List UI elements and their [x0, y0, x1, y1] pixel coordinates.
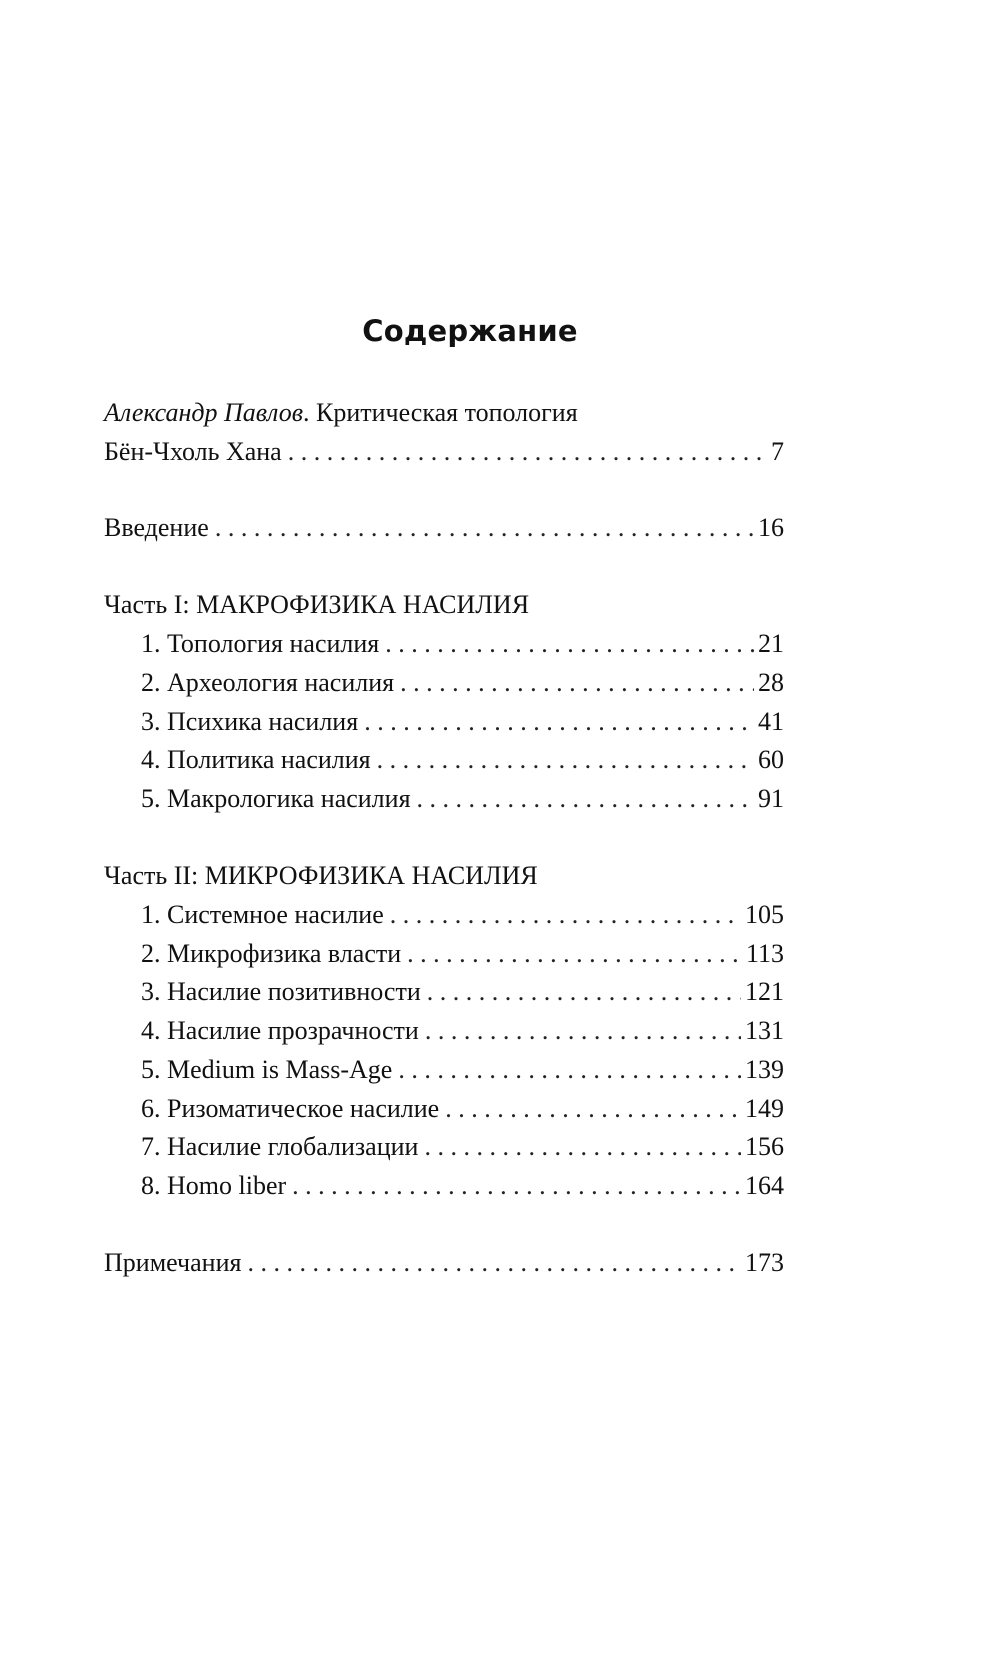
toc-page-number: 41	[758, 707, 784, 736]
toc-entry-label: 2. Микрофизика власти	[141, 939, 402, 968]
dot-leader	[417, 779, 754, 819]
toc-page-number: 131	[745, 1016, 784, 1045]
toc-page-number: 113	[745, 939, 784, 968]
toc-page-number: 28	[758, 668, 784, 697]
toc-page-number: 156	[745, 1132, 784, 1161]
toc-page-number: 16	[758, 513, 784, 542]
toc-entry-part2-ch3[interactable]	[141, 972, 784, 1012]
toc-entry-part2-ch6[interactable]	[141, 1089, 784, 1129]
toc-entry-label: 4. Насилие прозрачности	[141, 1016, 419, 1045]
toc-entry-author: Александр Павлов	[104, 398, 303, 427]
dot-leader	[385, 624, 754, 664]
toc-page-number: 173	[745, 1248, 784, 1277]
toc-entry-part2-ch2[interactable]	[141, 934, 784, 974]
part-heading: Часть I: МАКРОФИЗИКА НАСИЛИЯ	[104, 590, 530, 619]
toc-part2-heading	[104, 856, 784, 896]
toc-entry-label: 6. Ризоматическое насилие	[141, 1094, 440, 1123]
dot-leader	[215, 508, 754, 548]
toc-entry-intro-essay-line2[interactable]	[104, 432, 784, 472]
toc-entry-part2-ch5[interactable]	[141, 1050, 784, 1090]
toc-page-number: 149	[745, 1094, 784, 1123]
toc-entry-label: 2. Археология насилия	[141, 668, 395, 697]
toc-page-number: 121	[745, 977, 784, 1006]
toc-page-number: 105	[745, 900, 784, 929]
dot-leader	[364, 702, 754, 742]
toc-entry-part1-ch5[interactable]	[141, 779, 784, 819]
toc-entry-label: Примечания	[104, 1248, 242, 1277]
toc-entry-part2-ch7[interactable]	[141, 1127, 784, 1167]
toc-page-number: 7	[771, 437, 784, 466]
dot-leader	[292, 1166, 741, 1206]
toc-entry-label: 8. Homo liber	[141, 1171, 287, 1200]
dot-leader	[288, 432, 767, 472]
toc-entry-label	[104, 393, 578, 433]
toc-page-number: 60	[758, 745, 784, 774]
toc-entry-intro-essay-line1	[104, 393, 784, 433]
dot-leader	[247, 1243, 741, 1283]
toc-entry-part1-ch1[interactable]	[141, 624, 784, 664]
part-heading: Часть II: МИКРОФИЗИКА НАСИЛИЯ	[104, 861, 538, 890]
dot-leader	[390, 895, 741, 935]
toc-entry-label: 3. Психика насилия	[141, 707, 359, 736]
toc-entry-part2-ch4[interactable]	[141, 1011, 784, 1051]
toc-entry-label: 4. Политика насилия	[141, 745, 371, 774]
toc-page-number: 21	[758, 629, 784, 658]
toc-entry-title-part2: Бён-Чхоль Хана	[104, 437, 282, 466]
toc-entry-label: 1. Системное насилие	[141, 900, 384, 929]
toc-page-number: 91	[758, 784, 784, 813]
page-title: Содержание	[362, 314, 578, 348]
toc-entry-notes[interactable]	[104, 1243, 784, 1283]
toc-entry-introduction[interactable]	[104, 508, 784, 548]
toc-entry-part2-ch8[interactable]	[141, 1166, 784, 1206]
toc-entry-label: 1. Топология насилия	[141, 629, 380, 658]
toc-page-number: 164	[745, 1171, 784, 1200]
toc-part1-heading	[104, 585, 784, 625]
toc-entry-label: 3. Насилие позитивности	[141, 977, 421, 1006]
toc-entry-label: 7. Насилие глобализации	[141, 1132, 419, 1161]
dot-leader	[398, 1050, 741, 1090]
dot-leader	[400, 663, 754, 703]
toc-entry-part1-ch2[interactable]	[141, 663, 784, 703]
toc-entry-part1-ch4[interactable]	[141, 740, 784, 780]
toc-page-number: 139	[745, 1055, 784, 1084]
toc-entry-label: Введение	[104, 513, 209, 542]
toc-entry-title-part1: . Критическая топология	[303, 398, 578, 427]
dot-leader	[445, 1089, 741, 1129]
dot-leader	[407, 934, 742, 974]
toc-entry-label: 5. Макрологика насилия	[141, 784, 411, 813]
dot-leader	[377, 740, 754, 780]
toc-entry-part2-ch1[interactable]	[141, 895, 784, 935]
toc-entry-part1-ch3[interactable]	[141, 702, 784, 742]
dot-leader	[427, 972, 741, 1012]
dot-leader	[425, 1011, 741, 1051]
toc-entry-label: 5. Medium is Mass-Age	[141, 1055, 393, 1084]
dot-leader	[424, 1127, 741, 1167]
